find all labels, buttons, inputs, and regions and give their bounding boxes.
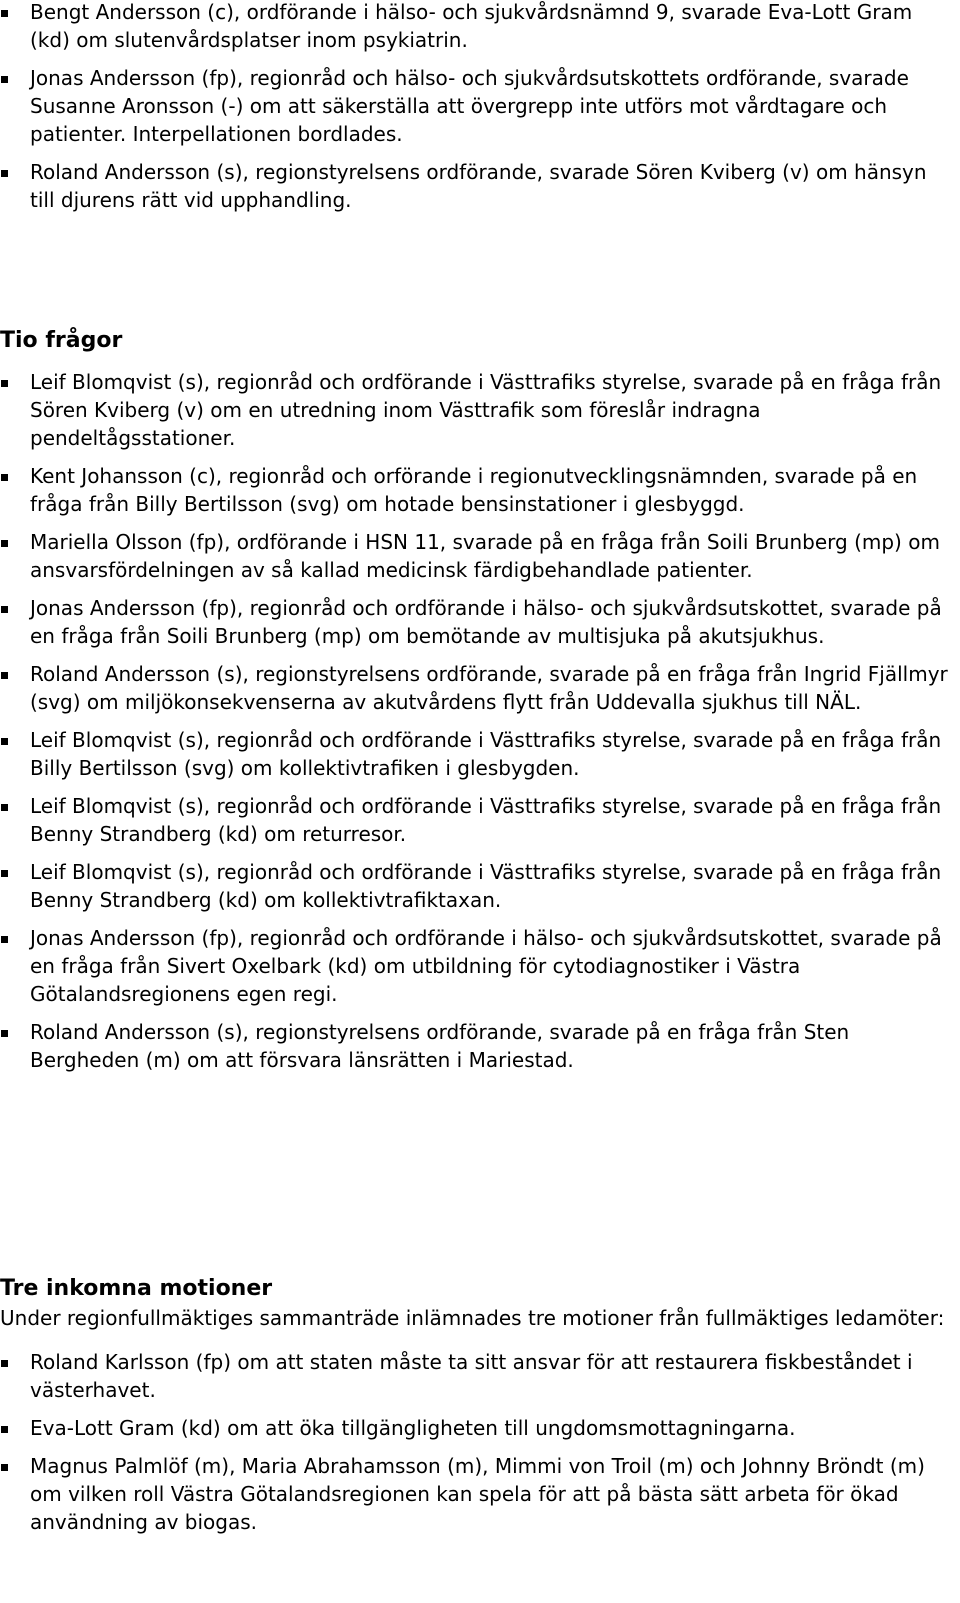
- list-item: [0, 924, 950, 1008]
- square-bullet-icon: [1, 672, 8, 679]
- motions-section: [0, 1274, 950, 1546]
- square-bullet-icon: [1, 804, 8, 811]
- square-bullet-icon: [1, 936, 8, 943]
- list-item: [0, 1414, 950, 1442]
- list-item-text: Magnus Palmlöf (m), Maria Abrahamsson (m), Mimmi von Troil (m) och Johnny Bröndt (m) om vilken roll Västra Götalandsregionen kan spela för att på bästa sätt arbeta för ökad användning av biogas.: [30, 1454, 925, 1534]
- list-item: [0, 64, 950, 148]
- list-item-text: Eva-Lott Gram (kd) om att öka tillgängligheten till ungdomsmottagningarna.: [30, 1416, 796, 1440]
- list-item: [0, 660, 950, 716]
- square-bullet-icon: [1, 606, 8, 613]
- list-item: [0, 528, 950, 584]
- list-item-text: Roland Andersson (s), regionstyrelsens ordförande, svarade Sören Kviberg (v) om hänsyn till djurens rätt vid upphandling.: [30, 160, 927, 212]
- motions-list: [0, 1348, 950, 1536]
- list-item: [0, 1348, 950, 1404]
- square-bullet-icon: [1, 1030, 8, 1037]
- list-item: [0, 462, 950, 518]
- square-bullet-icon: [1, 76, 8, 83]
- list-item: [0, 1452, 950, 1536]
- square-bullet-icon: [1, 380, 8, 387]
- list-item-text: Leif Blomqvist (s), regionråd och ordförande i Västtrafiks styrelse, svarade på en fråga från Sören Kviberg (v) om en utredning inom Västtrafik som föreslår indragna pendeltågsstationer.: [30, 370, 942, 450]
- list-item-text: Leif Blomqvist (s), regionråd och ordförande i Västtrafiks styrelse, svarade på en fråga från Benny Strandberg (kd) om returresor.: [30, 794, 942, 846]
- square-bullet-icon: [1, 474, 8, 481]
- list-item: [0, 158, 950, 214]
- square-bullet-icon: [1, 1426, 8, 1433]
- square-bullet-icon: [1, 170, 8, 177]
- list-item-text: Leif Blomqvist (s), regionråd och ordförande i Västtrafiks styrelse, svarade på en fråga från Benny Strandberg (kd) om kollektivtrafiktaxan.: [30, 860, 942, 912]
- square-bullet-icon: [1, 870, 8, 877]
- square-bullet-icon: [1, 540, 8, 547]
- square-bullet-icon: [1, 738, 8, 745]
- square-bullet-icon: [1, 1464, 8, 1471]
- list-item-text: Kent Johansson (c), regionråd och orförande i regionutvecklingsnämnden, svarade på en fråga från Billy Bertilsson (svg) om hotade bensinstationer i glesbyggd.: [30, 464, 918, 516]
- list-item: [0, 1018, 950, 1074]
- list-item-text: Roland Andersson (s), regionstyrelsens ordförande, svarade på en fråga från Sten Bergheden (m) om att försvara länsrätten i Mariestad.: [30, 1020, 850, 1072]
- motions-heading: Tre inkomna motioner: [0, 1276, 273, 1301]
- list-item: [0, 858, 950, 914]
- list-item-text: Mariella Olsson (fp), ordförande i HSN 11, svarade på en fråga från Soili Brunberg (mp) om ansvarsfördelningen av så kallad medicinsk färdigbehandlade patienter.: [30, 530, 940, 582]
- interpellation-list: [0, 0, 950, 214]
- list-item-text: Roland Karlsson (fp) om att staten måste ta sitt ansvar för att restaurera fiskbeståndet i västerhavet.: [30, 1350, 913, 1402]
- square-bullet-icon: [1, 1360, 8, 1367]
- list-item-text: Bengt Andersson (c), ordförande i hälso- och sjukvårdsnämnd 9, svarade Eva-Lott Gram (kd) om slutenvårdsplatser inom psykiatrin.: [30, 0, 913, 52]
- list-item: [0, 726, 950, 782]
- questions-heading: Tio frågor: [0, 328, 123, 353]
- list-item: [0, 792, 950, 848]
- list-item-text: Jonas Andersson (fp), regionråd och ordförande i hälso- och sjukvårdsutskottet, svarade på en fråga från Sivert Oxelbark (kd) om utbildning för cytodiagnostiker i Västra Götalandsregionens egen regi.: [30, 926, 942, 1006]
- square-bullet-icon: [1, 10, 8, 17]
- list-item: [0, 368, 950, 452]
- list-item-text: Roland Andersson (s), regionstyrelsens ordförande, svarade på en fråga från Ingrid Fjällmyr (svg) om miljökonsekvenserna av akutvårdens flytt från Uddevalla sjukhus till NÄL.: [30, 662, 948, 714]
- interpellation-answers-section: [0, 0, 950, 224]
- list-item-text: Jonas Andersson (fp), regionråd och hälso- och sjukvårdsutskottets ordförande, svarade Susanne Aronsson (-) om att säkerställa att övergrepp inte utförs mot vårdtagare och patienter. Interpellationen bordlades.: [30, 66, 909, 146]
- list-item-text: Jonas Andersson (fp), regionråd och ordförande i hälso- och sjukvårdsutskottet, svarade på en fråga från Soili Brunberg (mp) om bemötande av multisjuka på akutsjukhus.: [30, 596, 942, 648]
- list-item: [0, 0, 950, 54]
- questions-section: [0, 326, 950, 1084]
- list-item: [0, 594, 950, 650]
- motions-intro-text: Under regionfullmäktiges sammanträde inlämnades tre motioner från fullmäktiges ledamöter:: [0, 1306, 945, 1330]
- questions-list: [0, 368, 950, 1074]
- list-item-text: Leif Blomqvist (s), regionråd och ordförande i Västtrafiks styrelse, svarade på en fråga från Billy Bertilsson (svg) om kollektivtrafiken i glesbygden.: [30, 728, 942, 780]
